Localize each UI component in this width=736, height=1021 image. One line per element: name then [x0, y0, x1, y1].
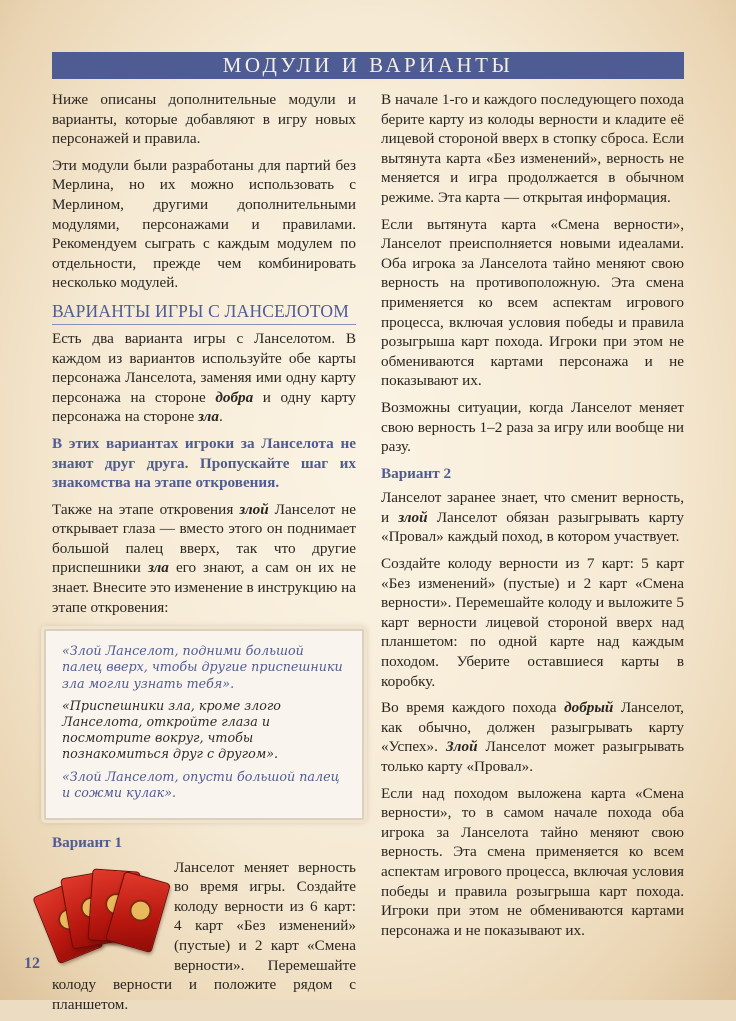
good-emphasis: добра	[215, 388, 254, 406]
switch-loyalty-paragraph: Если вытянута карта «Смена верности», Ланселот преисполняется новыми идеалами. Оба игрока за Ланселота тайно меняют свою верность на противоположную. Эта смена применяется ко всем аспектам игрового процесса, включая условия победы и правила розыгрыша карт похода. Игроки при этом не обмениваются картами персонажа и не показывают их.	[381, 215, 684, 390]
variant-2-switch-paragraph: Если над походом выложена карта «Смена верности», то в самом начале похода оба игрока за Ланселота тайно меняют свою верность. Эта смена применяется ко всем аспектам игрового процесса, включая условия победы и правила розыгрыша карт похода. Игроки при этом не обмениваются картами персонажа и не показывают их.	[381, 784, 684, 939]
script-quote-2: «Приспешники зла, кроме злого Ланселота, откройте глаза и посмотрите вокруг, чтобы познакомиться друг с другом».	[62, 697, 281, 762]
lancelot-intro-paragraph: Есть два варианта игры с Ланселотом. В каждом из вариантов используйте обе карты персонажа Ланселота, заменяя ими одну карту персонажа на стороне добра и одну карту персонажа на стороне зла.	[52, 329, 356, 426]
intro-paragraph: Ниже описаны дополнительные модули и варианты, которые добавляют в игру новых персонажей и правила.	[52, 91, 356, 148]
evil-emphasis-4: злой	[398, 508, 428, 526]
situations-paragraph: Возможны ситуации, когда Ланселот меняет свою верность 1–2 раза за игру или вообще ни разу.	[381, 398, 684, 456]
right-column	[381, 90, 684, 947]
variant-2-quest-paragraph: Во время каждого похода добрый Ланселот, как обычно, должен разыгрывать карту «Успех». Злой Ланселот может разыгрывать только карту «Провал».	[381, 699, 684, 775]
section-title: МОДУЛИ И ВАРИАНТЫ	[222, 53, 514, 77]
script-quote-1: «Злой Ланселот, подними большой палец вверх, чтобы другие приспешники зла могли узнать тебя».	[62, 643, 343, 691]
script-scroll	[44, 629, 364, 820]
highlight-rule: В этих вариантах игроки за Ланселота не знают друг друга. Пропускайте шаг их знакомства на этапе откровения.	[52, 434, 356, 492]
draw-loyalty-paragraph: В начале 1-го и каждого последующего похода берите карту из колоды верности и кладите её лицевой стороной вверх в стопку сброса. Если вытянута карта «Без изменений», верность не меняется и игра продолжается в обычном режиме. Эта карта — открытая информация.	[381, 91, 684, 206]
evil-emphasis-3: зла	[147, 559, 169, 577]
evil-emphasis: зла	[198, 408, 219, 426]
variant-2-intro: Ланселот заранее знает, что сменит верность, и злой Ланселот обязан разыгрывать карту «Провал» каждый поход, в котором участвует.	[381, 489, 684, 546]
evil-emphasis-5: Злой	[445, 738, 478, 756]
loyalty-cards-illustration	[38, 860, 166, 968]
modules-paragraph: Эти модули были разработаны для партий без Мерлина, но их можно использовать с Мерлином, другими дополнительными модулями, персонажами и правилами. Рекомендуем сыграть с каждым модулем по отдельности, прежде чем комбинировать несколько модулей.	[52, 156, 356, 292]
variant-2-heading: Вариант 2	[381, 464, 452, 482]
variant-1-heading: Вариант 1	[52, 834, 123, 852]
evil-emphasis-2: злой	[239, 500, 269, 518]
variant-2-deck-paragraph: Создайте колоду верности из 7 карт: 5 карт «Без изменений» (пустые) и 2 карт «Смена верности». Перемешайте колоду и выложите 5 карт верности лицевой стороной вверх над планшетом: по одной карте над каждым походом. Уберите оставшиеся карты в коробку.	[381, 555, 684, 690]
script-quote-3: «Злой Ланселот, опусти большой палец и сожми кулак».	[62, 768, 340, 800]
left-column	[52, 90, 356, 1021]
lancelot-subheading: ВАРИАНТЫ ИГРЫ С ЛАНСЕЛОТОМ	[52, 301, 356, 325]
variant-1-text: Ланселот меняет верность во время игры. Создайте колоду верности из 6 карт: 4 карт «Без изменений» (пустые) и 2 карт «Смена верности». Перемешайте колоду верности и положите рядом с планшетом.	[52, 858, 356, 1013]
good-emphasis-2: добрый	[564, 699, 614, 717]
page-number: 12	[24, 955, 40, 972]
reveal-change-paragraph: Также на этапе откровения злой Ланселот не открывает глаза — вместо этого он поднимает большой палец вверх, так что другие приспешники зла его знают, а сам он их не знает. Внесите это изменение в инструкцию на этапе откровения:	[52, 500, 357, 616]
section-title-bar	[52, 52, 684, 79]
